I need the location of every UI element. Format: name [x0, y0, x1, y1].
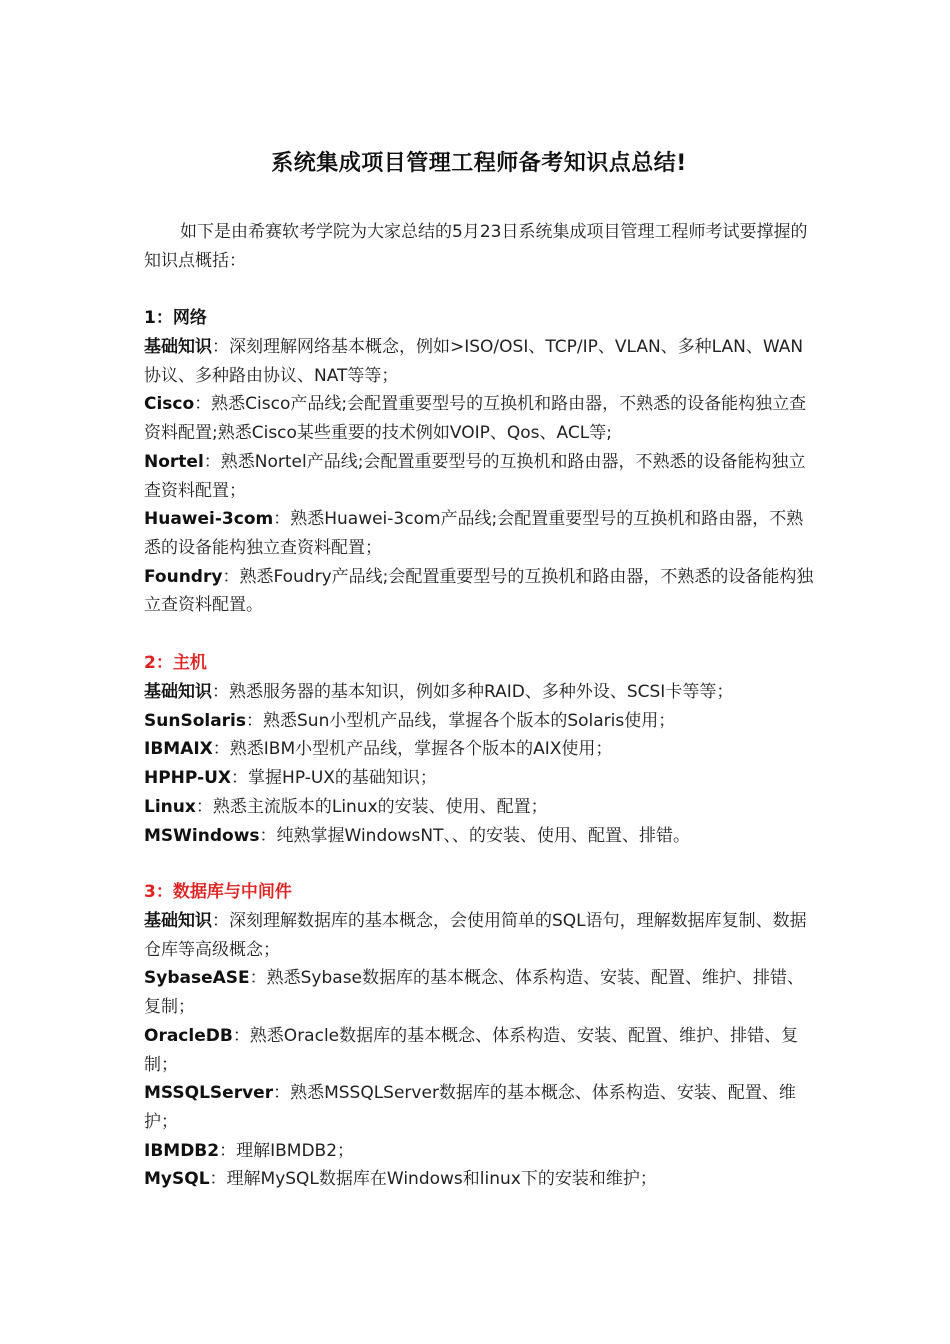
document-title: 系统集成项目管理工程师备考知识点总结!: [271, 151, 687, 176]
list-item: [144, 448, 814, 505]
item-term: Foundry: [144, 566, 223, 587]
item-text: ：掌握HP-UX的基础知识；: [231, 768, 437, 789]
section-host: [144, 649, 814, 850]
item-text: ：熟悉Nortel产品线;会配置重要型号的互换机和路由器，不熟悉的设备能构独立查资料配置；: [144, 451, 806, 501]
item-term: SunSolaris: [144, 710, 246, 731]
list-item: [144, 707, 814, 736]
item-term: MSSQLServer: [144, 1083, 274, 1104]
section-heading: 1：网络: [144, 308, 207, 328]
item-term: Linux: [144, 796, 196, 817]
section-database: [144, 878, 814, 1194]
item-text: ：熟悉Oracle数据库的基本概念、体系构造、安装、配置、维护、排错、复制；: [144, 1025, 799, 1075]
list-item: [144, 563, 814, 620]
item-text: ：纯熟掌握WindowsNT、、的安装、使用、配置、排错。: [259, 825, 691, 846]
list-item: [144, 1079, 814, 1136]
item-term: MSWindows: [144, 825, 260, 846]
intro-paragraph: 如下是由希赛软考学院为大家总结的5月23日系统集成项目管理工程师考试要撑握的知识点概括：: [144, 222, 808, 271]
item-text: ：熟悉IBM小型机产品线，掌握各个版本的AIX使用；: [212, 739, 613, 760]
list-item: [144, 1137, 814, 1166]
list-item: [144, 1022, 814, 1079]
item-text: ：深刻理解网络基本概念，例如>ISO/OSI、TCP/IP、VLAN、多种LAN、WAN协议、多种路由协议、NAT等等；: [144, 337, 804, 386]
item-term: IBMAIX: [144, 739, 213, 760]
item-text: ：深刻理解数据库的基本概念，会使用简单的SQL语句，理解数据库复制、数据仓库等高级概念；: [144, 911, 807, 960]
item-text: ：熟悉Sybase数据库的基本概念、体系构造、安装、配置、维护、排错、复制；: [144, 968, 805, 1018]
list-item: [144, 678, 814, 707]
list-item: [144, 822, 814, 851]
list-item: [144, 964, 814, 1021]
item-term: IBMDB2: [144, 1140, 220, 1161]
item-term: MySQL: [144, 1169, 210, 1190]
item-text: ：熟悉Foudry产品线;会配置重要型号的互换机和路由器，不熟悉的设备能构独立查资料配置。: [144, 566, 814, 616]
item-text: ：熟悉服务器的基本知识，例如多种RAID、多种外设、SCSI卡等等；: [212, 682, 734, 702]
list-item: [144, 764, 814, 793]
section-heading: 2：主机: [144, 653, 207, 673]
item-term: Huawei-3com: [144, 509, 274, 530]
item-term: 基础知识: [144, 911, 212, 931]
item-text: ：熟悉Cisco产品线;会配置重要型号的互换机和路由器，不熟悉的设备能构独立查资料配置;熟悉Cisco某些重要的技术例如VOIP、Qos、ACL等;: [144, 394, 807, 444]
item-term: SybaseASE: [144, 968, 250, 989]
list-item: [144, 390, 814, 447]
list-item: [144, 793, 814, 822]
list-item: [144, 907, 814, 964]
item-text: ：理解MySQL数据库在Windows和linux下的安装和维护；: [209, 1169, 657, 1190]
item-text: ：熟悉主流版本的Linux的安装、使用、配置；: [195, 796, 548, 817]
item-text: ：熟悉MSSQLServer数据库的基本概念、体系构造、安装、配置、维护；: [144, 1083, 796, 1132]
item-term: 基础知识: [144, 337, 212, 357]
list-item: [144, 735, 814, 764]
item-text: ：理解IBMDB2；: [219, 1140, 355, 1161]
item-term: Cisco: [144, 394, 195, 415]
section-heading: 3：数据库与中间件: [144, 882, 292, 902]
list-item: [144, 505, 814, 562]
item-term: Nortel: [144, 451, 204, 472]
item-text: ：熟悉Huawei-3com产品线;会配置重要型号的互换机和路由器，不熟悉的设备能构独立查资料配置；: [144, 509, 804, 558]
item-text: ：熟悉Sun小型机产品线，掌握各个版本的Solaris使用；: [246, 710, 676, 731]
item-term: 基础知识: [144, 682, 212, 702]
list-item: [144, 1165, 814, 1194]
item-term: OracleDB: [144, 1025, 233, 1046]
list-item: [144, 333, 814, 390]
item-term: HPHP-UX: [144, 768, 232, 789]
section-network: [144, 304, 814, 620]
